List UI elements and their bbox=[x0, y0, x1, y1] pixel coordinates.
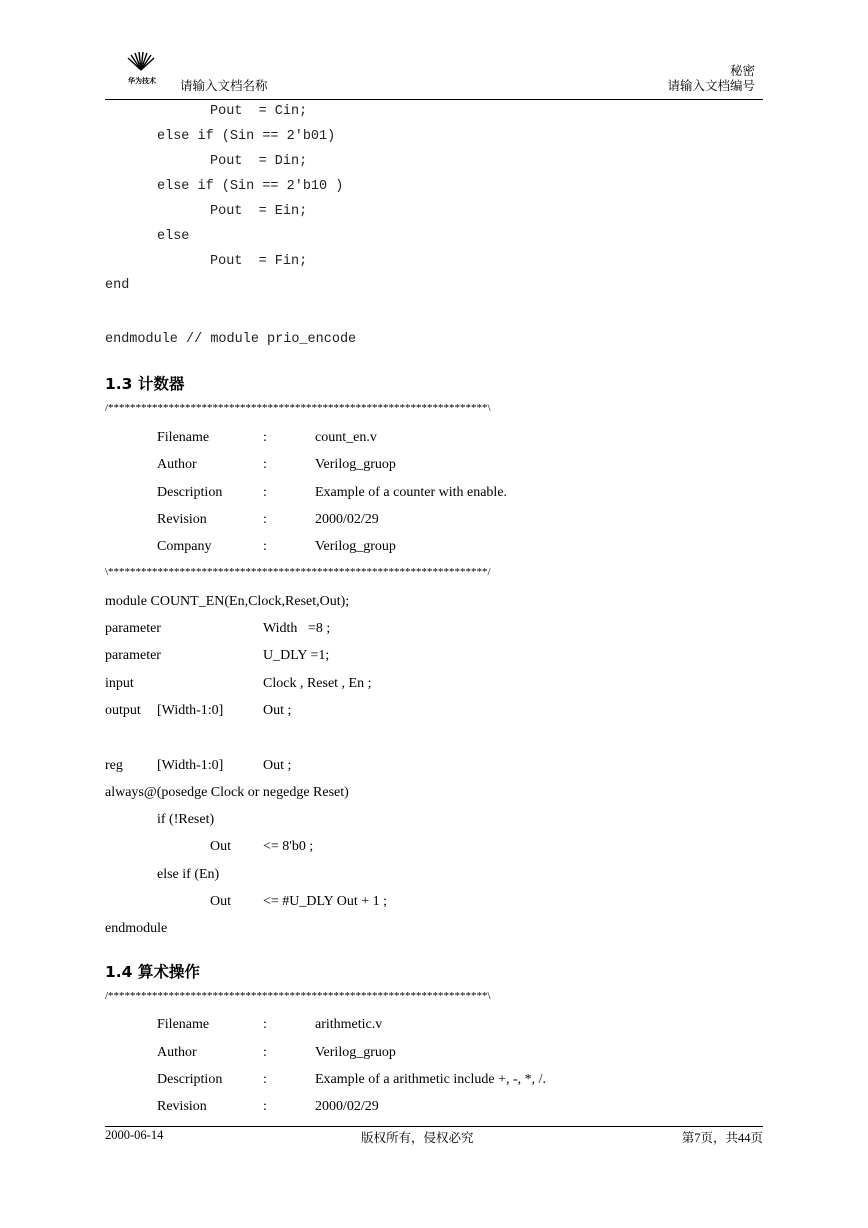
assign-rhs: <= #U_DLY Out + 1 ; bbox=[263, 894, 388, 909]
reg-range: [Width-1:0] bbox=[157, 758, 224, 773]
field-sep: : bbox=[263, 512, 267, 527]
footer-page-number: 第7页，共44页 bbox=[681, 1131, 763, 1145]
code-line: endmodule // module prio_encode bbox=[105, 332, 357, 347]
module-line: module COUNT_EN(En,Clock,Reset,Out); bbox=[105, 594, 350, 609]
code-line: Pout = Din; bbox=[210, 154, 308, 169]
assign-lhs: Out bbox=[210, 839, 231, 854]
logo-text: 华为技术 bbox=[128, 77, 156, 85]
code-line: else bbox=[157, 229, 190, 244]
else-if-line: else if (En) bbox=[157, 867, 220, 882]
field-value: 2000/02/29 bbox=[315, 512, 379, 527]
field-key: Revision bbox=[157, 1099, 207, 1114]
code-line: Pout = Cin; bbox=[210, 104, 308, 119]
field-value: Example of a arithmetic include +, -, *, /. bbox=[315, 1072, 547, 1087]
field-key: Author bbox=[157, 1045, 197, 1060]
field-key: Revision bbox=[157, 512, 207, 527]
field-key: Filename bbox=[157, 1017, 210, 1032]
doc-number: 请输入文档编号 bbox=[667, 79, 755, 93]
field-value: count_en.v bbox=[315, 430, 377, 445]
code-line: else if (Sin == 2'b10 ) bbox=[157, 179, 344, 194]
endmodule-line: endmodule bbox=[105, 921, 168, 936]
field-sep: : bbox=[263, 1017, 267, 1032]
output-value: Out ; bbox=[263, 703, 292, 718]
header-rule bbox=[105, 99, 763, 100]
field-value: Verilog_gruop bbox=[315, 1045, 396, 1060]
input-value: Clock , Reset , En ; bbox=[263, 676, 372, 691]
parameter-value: U_DLY =1; bbox=[263, 648, 330, 663]
section-heading-1-4: 1.4 算术操作 bbox=[105, 963, 200, 981]
footer-rule bbox=[105, 1126, 763, 1127]
field-value: arithmetic.v bbox=[315, 1017, 383, 1032]
field-value: 2000/02/29 bbox=[315, 1099, 379, 1114]
company-logo bbox=[124, 52, 158, 74]
field-key: Description bbox=[157, 485, 223, 500]
field-key: Filename bbox=[157, 430, 210, 445]
code-line: else if (Sin == 2'b01) bbox=[157, 129, 336, 144]
field-sep: : bbox=[263, 457, 267, 472]
field-sep: : bbox=[263, 1072, 267, 1087]
field-sep: : bbox=[263, 539, 267, 554]
field-key: Company bbox=[157, 539, 212, 554]
output-keyword: output bbox=[105, 703, 141, 718]
code-line: end bbox=[105, 278, 130, 293]
reg-value: Out ; bbox=[263, 758, 292, 773]
field-sep: : bbox=[263, 1099, 267, 1114]
footer-copyright: 版权所有，侵权必究 bbox=[361, 1131, 474, 1145]
field-sep: : bbox=[263, 1045, 267, 1060]
classification: 秘密 bbox=[729, 64, 755, 78]
doc-name: 请输入文档名称 bbox=[180, 79, 268, 93]
footer-date: 2000-06-14 bbox=[105, 1128, 164, 1142]
field-key: Author bbox=[157, 457, 197, 472]
code-line: Pout = Ein; bbox=[210, 204, 308, 219]
comment-open: /*********************************************************************\ bbox=[105, 990, 491, 1002]
field-sep: : bbox=[263, 430, 267, 445]
always-line: always@(posedge Clock or negedge Reset) bbox=[105, 785, 349, 800]
parameter-value: Width =8 ; bbox=[263, 621, 331, 636]
field-value: Verilog_gruop bbox=[315, 457, 396, 472]
assign-lhs: Out bbox=[210, 894, 231, 909]
field-key: Description bbox=[157, 1072, 223, 1087]
output-range: [Width-1:0] bbox=[157, 703, 224, 718]
reg-keyword: reg bbox=[105, 758, 123, 773]
parameter-keyword: parameter bbox=[105, 648, 161, 663]
field-value: Verilog_group bbox=[315, 539, 396, 554]
parameter-keyword: parameter bbox=[105, 621, 161, 636]
comment-close: \*********************************************************************/ bbox=[105, 566, 491, 578]
if-reset-line: if (!Reset) bbox=[157, 812, 215, 827]
comment-open: /*********************************************************************\ bbox=[105, 402, 491, 414]
input-keyword: input bbox=[105, 676, 134, 691]
field-sep: : bbox=[263, 485, 267, 500]
section-heading-1-3: 1.3 计数器 bbox=[105, 375, 185, 393]
code-line: Pout = Fin; bbox=[210, 254, 308, 269]
assign-rhs: <= 8'b0 ; bbox=[263, 839, 314, 854]
field-value: Example of a counter with enable. bbox=[315, 485, 508, 500]
